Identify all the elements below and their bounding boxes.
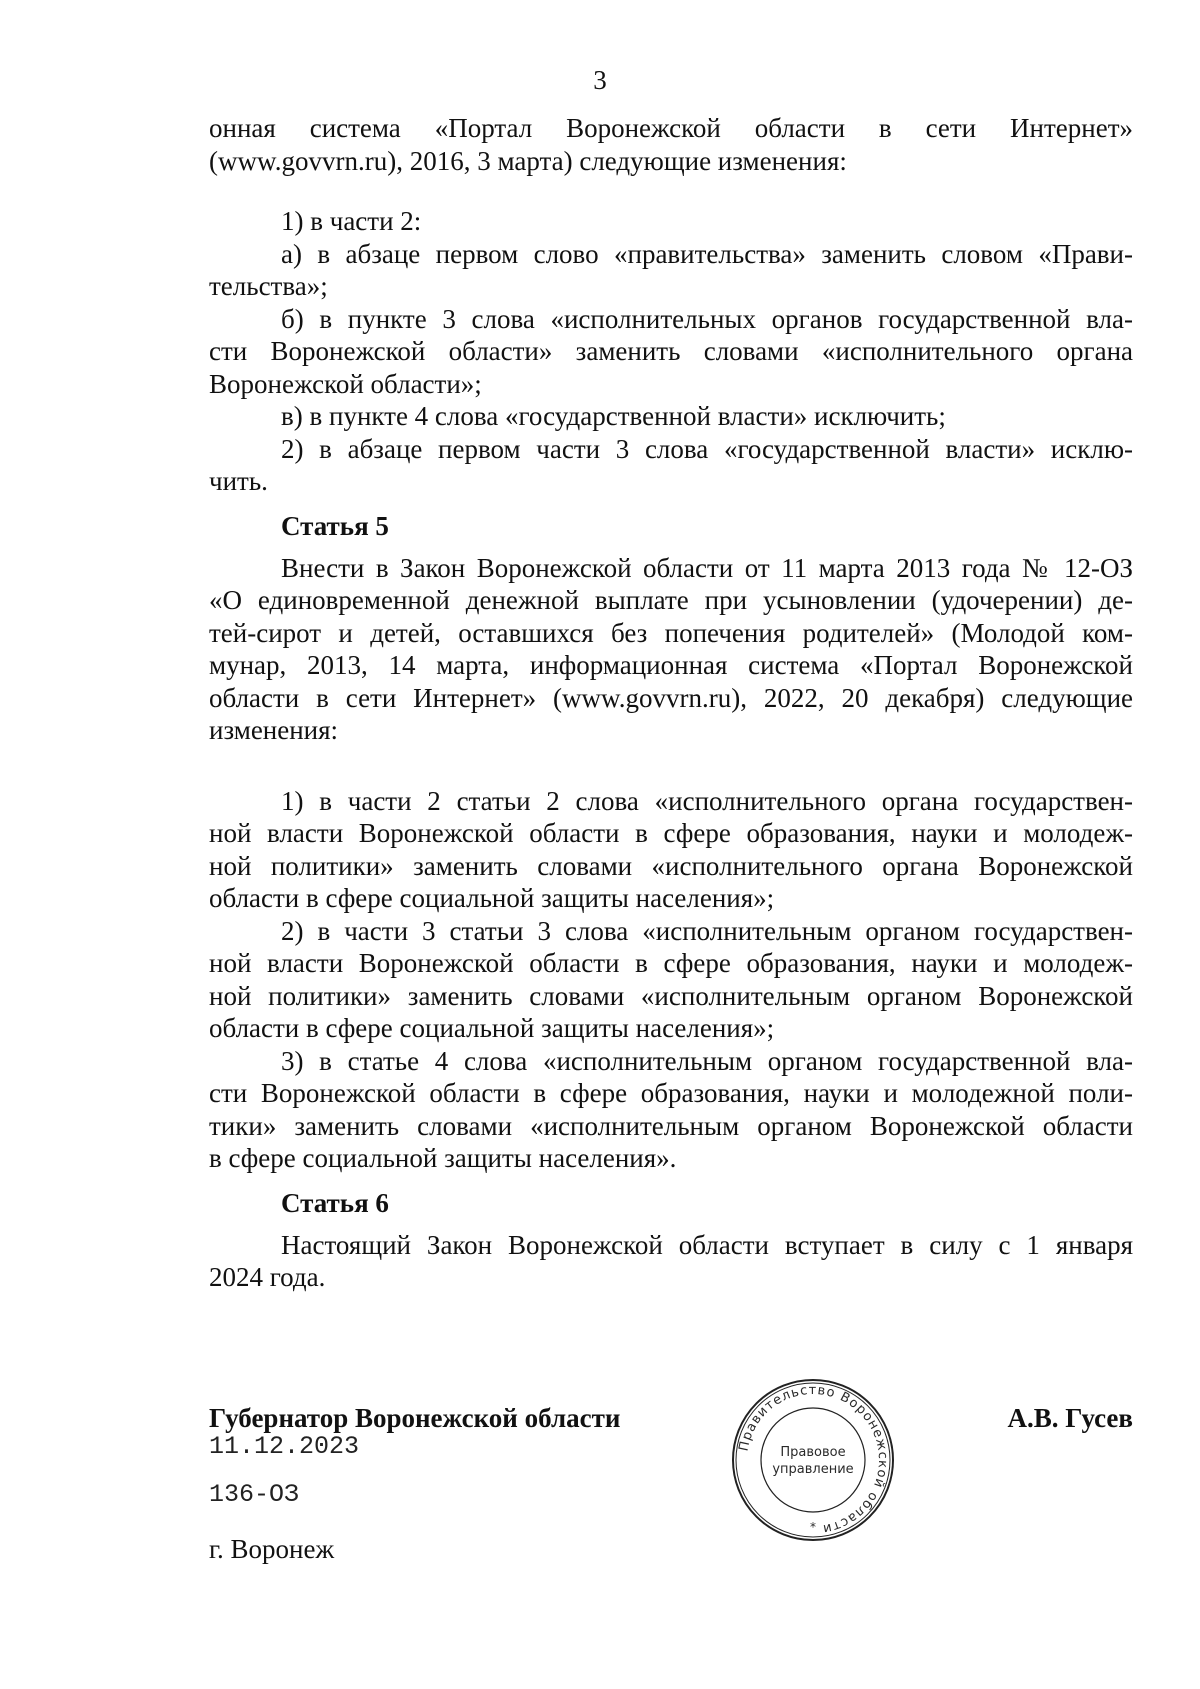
- text-line: Внести в Закон Воронежской области от 11 марта 2013 года № 12-ОЗ: [281, 552, 1133, 583]
- article-5-heading: Статья 5: [281, 510, 389, 541]
- signature-block: [209, 1382, 1133, 1600]
- seal-outer-text: Правительство Воронежской области: [736, 1382, 891, 1537]
- text-line: 2024 года.: [209, 1262, 326, 1292]
- list-item: 1) в части 2:: [281, 206, 422, 236]
- law-date: 11.12.2023: [209, 1432, 360, 1461]
- list-item: а) в абзаце первом слово «правительства» заменить словом «Прави-: [281, 238, 1133, 269]
- text-line: онная система «Портал Воронежской области в сети Интернет»: [209, 113, 1133, 143]
- text-line: ной политики» заменить словами «исполнительного органа Воронежской: [209, 850, 1133, 881]
- text-line: чить.: [209, 466, 268, 496]
- page-number: 3: [593, 65, 607, 95]
- text-line: тельства»;: [209, 271, 328, 301]
- signatory-name: А.В. Гусев: [1007, 1403, 1133, 1433]
- text-line: в сфере социальной защиты населения».: [209, 1143, 677, 1173]
- text-line: ной власти Воронежской области в сфере образования, науки и молодеж-: [209, 818, 1133, 848]
- official-seal-icon: [729, 1376, 897, 1544]
- list-item: в) в пункте 4 слова «государственной власти» исключить;: [281, 401, 946, 431]
- list-item: 1) в части 2 статьи 2 слова «исполнительного органа государствен-: [281, 785, 1133, 816]
- text-line: сти Воронежской области в сфере образования, науки и молодежной поли-: [209, 1078, 1133, 1108]
- text-line: Воронежской области»;: [209, 368, 482, 399]
- text-line: мунар, 2013, 14 марта, информационная система «Портал Воронежской: [209, 650, 1133, 680]
- text-line: сти Воронежской области» заменить словами «исполнительного органа: [209, 336, 1133, 366]
- text-line: ной власти Воронежской области в сфере образования, науки и молодеж-: [209, 948, 1133, 978]
- document-body: [209, 112, 1133, 1294]
- seal-inner-line1: Правовое: [780, 1445, 846, 1460]
- city: г. Воронеж: [209, 1534, 335, 1564]
- list-item: 3) в статье 4 слова «исполнительным органом государственной вла-: [281, 1045, 1133, 1076]
- law-number: 136-ОЗ: [209, 1480, 300, 1509]
- text-line: тики» заменить словами «исполнительным органом Воронежской области: [209, 1110, 1133, 1141]
- text-line: (www.govvrn.ru), 2016, 3 марта) следующие изменения:: [209, 145, 847, 176]
- text-line: изменения:: [209, 715, 339, 745]
- text-line: области в сфере социальной защиты населения»;: [209, 1013, 775, 1043]
- signatory-title: Губернатор Воронежской области: [209, 1403, 621, 1433]
- text-line: Настоящий Закон Воронежской области вступает в силу с 1 января: [281, 1229, 1133, 1260]
- list-item: б) в пункте 3 слова «исполнительных органов государственной вла-: [281, 303, 1133, 334]
- list-item: 2) в части 3 статьи 3 слова «исполнительным органом государствен-: [281, 915, 1133, 946]
- text-line: ной политики» заменить словами «исполнительным органом Воронежской: [209, 980, 1133, 1011]
- seal-star: *: [810, 1520, 816, 1534]
- text-line: тей-сирот и детей, оставшихся без попечения родителей» (Молодой ком-: [209, 617, 1133, 648]
- text-line: области в сфере социальной защиты населения»;: [209, 883, 775, 913]
- article-6-heading: Статья 6: [281, 1187, 389, 1218]
- seal-inner-line2: управление: [772, 1462, 854, 1477]
- text-line: «О единовременной денежной выплате при усыновлении (удочерении) де-: [209, 585, 1133, 615]
- list-item: 2) в абзаце первом части 3 слова «государственной власти» исклю-: [281, 433, 1133, 464]
- text-line: области в сети Интернет» (www.govvrn.ru), 2022, 20 декабря) следующие: [209, 682, 1133, 713]
